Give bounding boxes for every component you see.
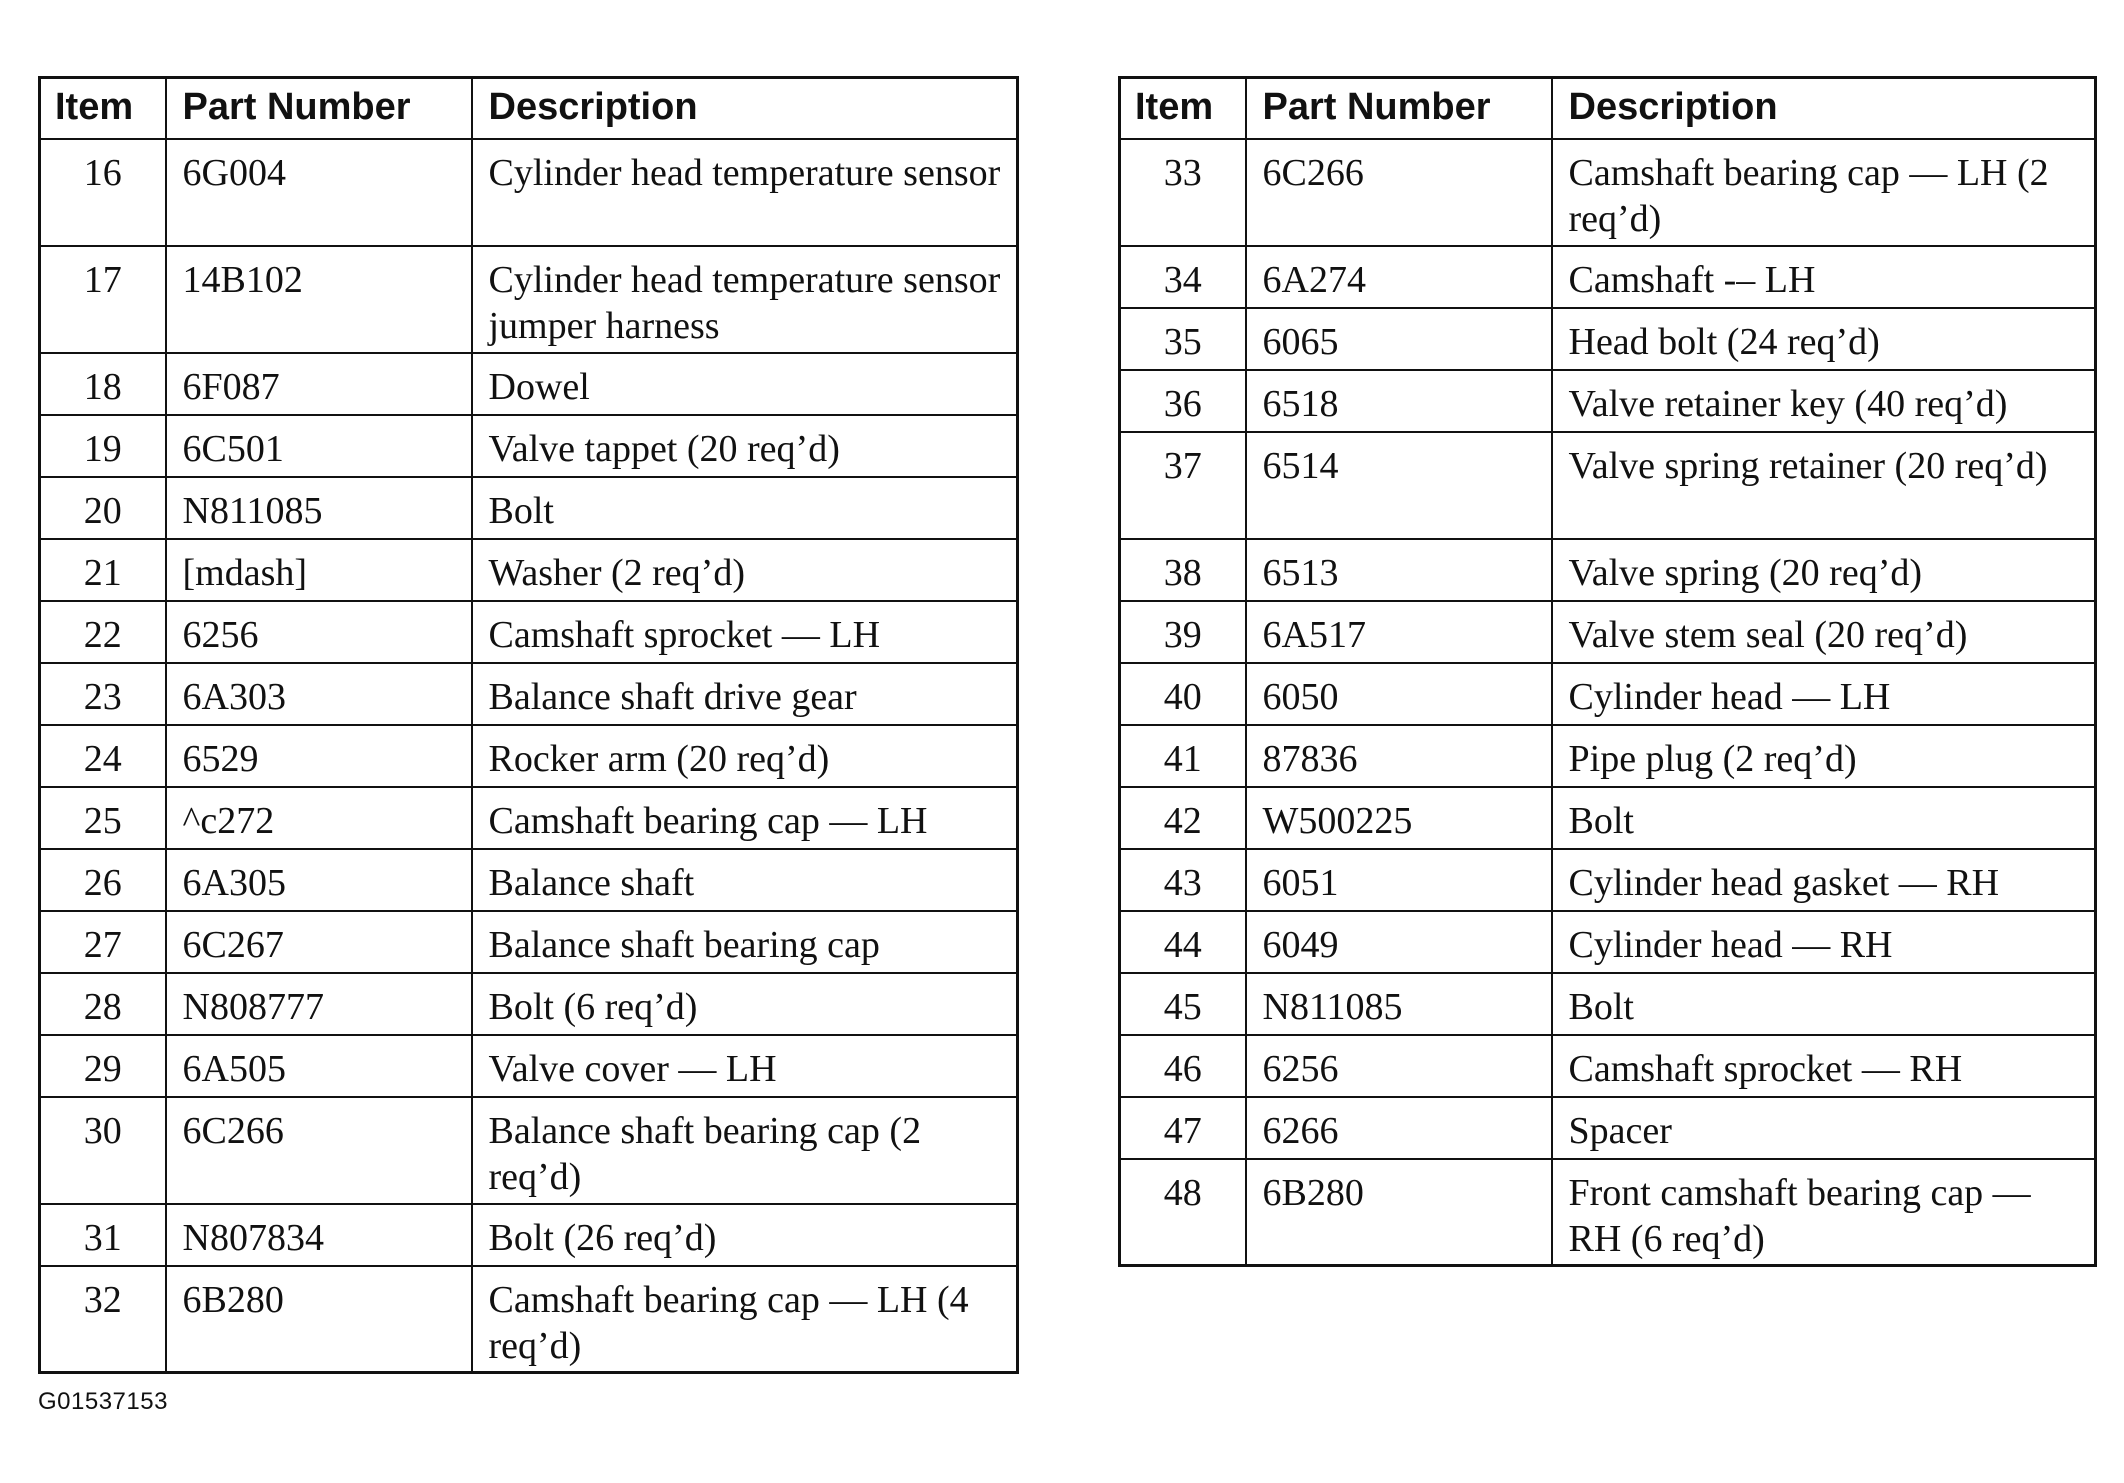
description-cell: Camshaft -– LH — [1552, 246, 2096, 308]
part-number-cell: 6065 — [1246, 308, 1552, 370]
part-number-cell: 6A274 — [1246, 246, 1552, 308]
item-cell: 19 — [40, 415, 166, 477]
table-row — [40, 139, 1018, 246]
item-cell: 42 — [1120, 787, 1246, 849]
item-cell: 34 — [1120, 246, 1246, 308]
table-row — [1120, 1097, 2096, 1159]
part-number-cell: 6A303 — [166, 663, 472, 725]
part-number-cell: 6C266 — [166, 1097, 472, 1204]
description-cell: Cylinder head — LH — [1552, 663, 2096, 725]
item-cell: 22 — [40, 601, 166, 663]
table-row — [1120, 139, 2096, 246]
part-number-cell: [mdash] — [166, 539, 472, 601]
description-cell: Camshaft sprocket — RH — [1552, 1035, 2096, 1097]
description-cell: Washer (2 req’d) — [472, 539, 1018, 601]
header-description: Description — [1552, 78, 2096, 139]
part-number-cell: 6529 — [166, 725, 472, 787]
description-cell: Balance shaft — [472, 849, 1018, 911]
description-cell: Dowel — [472, 353, 1018, 415]
table-row — [1120, 601, 2096, 663]
description-cell: Bolt — [472, 477, 1018, 539]
description-cell: Cylinder head temperature sensor jumper harness — [472, 246, 1018, 353]
part-number-cell: 6049 — [1246, 911, 1552, 973]
description-cell: Balance shaft bearing cap (2 req’d) — [472, 1097, 1018, 1204]
figure-id: G01537153 — [38, 1388, 168, 1415]
description-cell: Bolt (26 req’d) — [472, 1204, 1018, 1266]
parts-table-right — [1118, 76, 2097, 1267]
table-row — [1120, 1159, 2096, 1266]
part-number-cell: N811085 — [1246, 973, 1552, 1035]
table-row — [40, 246, 1018, 353]
table-row — [1120, 432, 2096, 539]
description-cell: Camshaft sprocket — LH — [472, 601, 1018, 663]
table-row — [40, 353, 1018, 415]
item-cell: 40 — [1120, 663, 1246, 725]
item-cell: 46 — [1120, 1035, 1246, 1097]
part-number-cell: 6051 — [1246, 849, 1552, 911]
item-cell: 29 — [40, 1035, 166, 1097]
item-cell: 37 — [1120, 432, 1246, 539]
description-cell: Valve spring retainer (20 req’d) — [1552, 432, 2096, 539]
item-cell: 24 — [40, 725, 166, 787]
table-row — [40, 911, 1018, 973]
description-cell: Camshaft bearing cap — LH (4 req’d) — [472, 1266, 1018, 1373]
part-number-cell: 6B280 — [166, 1266, 472, 1373]
part-number-cell: 6C266 — [1246, 139, 1552, 246]
description-cell: Front camshaft bearing cap — RH (6 req’d) — [1552, 1159, 2096, 1266]
item-cell: 28 — [40, 973, 166, 1035]
table-row — [40, 477, 1018, 539]
item-cell: 35 — [1120, 308, 1246, 370]
part-number-cell: N811085 — [166, 477, 472, 539]
parts-table-left — [38, 76, 1019, 1374]
item-cell: 25 — [40, 787, 166, 849]
header-item: Item — [1120, 78, 1246, 139]
table-row — [40, 1204, 1018, 1266]
part-number-cell: 6513 — [1246, 539, 1552, 601]
part-number-cell: N808777 — [166, 973, 472, 1035]
table-row — [40, 415, 1018, 477]
table-row — [1120, 246, 2096, 308]
description-cell: Balance shaft drive gear — [472, 663, 1018, 725]
item-cell: 47 — [1120, 1097, 1246, 1159]
description-cell: Bolt (6 req’d) — [472, 973, 1018, 1035]
item-cell: 27 — [40, 911, 166, 973]
item-cell: 43 — [1120, 849, 1246, 911]
header-part-number: Part Number — [166, 78, 472, 139]
description-cell: Valve stem seal (20 req’d) — [1552, 601, 2096, 663]
part-number-cell: N807834 — [166, 1204, 472, 1266]
table-row — [40, 663, 1018, 725]
table-row — [1120, 911, 2096, 973]
part-number-cell: 14B102 — [166, 246, 472, 353]
part-number-cell: W500225 — [1246, 787, 1552, 849]
description-cell: Spacer — [1552, 1097, 2096, 1159]
item-cell: 41 — [1120, 725, 1246, 787]
part-number-cell: ^c272 — [166, 787, 472, 849]
table-row — [40, 1266, 1018, 1373]
item-cell: 16 — [40, 139, 166, 246]
header-row — [1120, 78, 2096, 139]
description-cell: Camshaft bearing cap — LH — [472, 787, 1018, 849]
item-cell: 38 — [1120, 539, 1246, 601]
table-row — [1120, 308, 2096, 370]
item-cell: 17 — [40, 246, 166, 353]
table-row — [40, 539, 1018, 601]
table-row — [40, 725, 1018, 787]
table-row — [40, 1097, 1018, 1204]
part-number-cell: 6F087 — [166, 353, 472, 415]
table-row — [40, 601, 1018, 663]
table-row — [40, 973, 1018, 1035]
part-number-cell: 6A517 — [1246, 601, 1552, 663]
description-cell: Rocker arm (20 req’d) — [472, 725, 1018, 787]
item-cell: 45 — [1120, 973, 1246, 1035]
description-cell: Cylinder head gasket — RH — [1552, 849, 2096, 911]
part-number-cell: 6256 — [166, 601, 472, 663]
description-cell: Valve retainer key (40 req’d) — [1552, 370, 2096, 432]
item-cell: 36 — [1120, 370, 1246, 432]
item-cell: 32 — [40, 1266, 166, 1373]
part-number-cell: 6C267 — [166, 911, 472, 973]
part-number-cell: 6266 — [1246, 1097, 1552, 1159]
item-cell: 26 — [40, 849, 166, 911]
part-number-cell: 6A305 — [166, 849, 472, 911]
description-cell: Balance shaft bearing cap — [472, 911, 1018, 973]
table-row — [1120, 370, 2096, 432]
description-cell: Bolt — [1552, 973, 2096, 1035]
table-row — [40, 787, 1018, 849]
description-cell: Bolt — [1552, 787, 2096, 849]
description-cell: Valve tappet (20 req’d) — [472, 415, 1018, 477]
item-cell: 39 — [1120, 601, 1246, 663]
header-row — [40, 78, 1018, 139]
part-number-cell: 6A505 — [166, 1035, 472, 1097]
part-number-cell: 6518 — [1246, 370, 1552, 432]
description-cell: Cylinder head temperature sensor — [472, 139, 1018, 246]
description-cell: Valve cover — LH — [472, 1035, 1018, 1097]
part-number-cell: 6G004 — [166, 139, 472, 246]
table-row — [40, 849, 1018, 911]
table-row — [1120, 725, 2096, 787]
part-number-cell: 6B280 — [1246, 1159, 1552, 1266]
table-row — [40, 1035, 1018, 1097]
table-row — [1120, 539, 2096, 601]
item-cell: 21 — [40, 539, 166, 601]
item-cell: 44 — [1120, 911, 1246, 973]
part-number-cell: 6050 — [1246, 663, 1552, 725]
item-cell: 48 — [1120, 1159, 1246, 1266]
part-number-cell: 6514 — [1246, 432, 1552, 539]
item-cell: 31 — [40, 1204, 166, 1266]
header-part-number: Part Number — [1246, 78, 1552, 139]
table-row — [1120, 849, 2096, 911]
description-cell: Head bolt (24 req’d) — [1552, 308, 2096, 370]
item-cell: 23 — [40, 663, 166, 725]
item-cell: 30 — [40, 1097, 166, 1204]
description-cell: Camshaft bearing cap — LH (2 req’d) — [1552, 139, 2096, 246]
item-cell: 18 — [40, 353, 166, 415]
description-cell: Pipe plug (2 req’d) — [1552, 725, 2096, 787]
table-row — [1120, 787, 2096, 849]
item-cell: 20 — [40, 477, 166, 539]
part-number-cell: 6256 — [1246, 1035, 1552, 1097]
table-row — [1120, 1035, 2096, 1097]
part-number-cell: 6C501 — [166, 415, 472, 477]
part-number-cell: 87836 — [1246, 725, 1552, 787]
header-item: Item — [40, 78, 166, 139]
description-cell: Cylinder head — RH — [1552, 911, 2096, 973]
header-description: Description — [472, 78, 1018, 139]
description-cell: Valve spring (20 req’d) — [1552, 539, 2096, 601]
table-row — [1120, 663, 2096, 725]
table-row — [1120, 973, 2096, 1035]
item-cell: 33 — [1120, 139, 1246, 246]
